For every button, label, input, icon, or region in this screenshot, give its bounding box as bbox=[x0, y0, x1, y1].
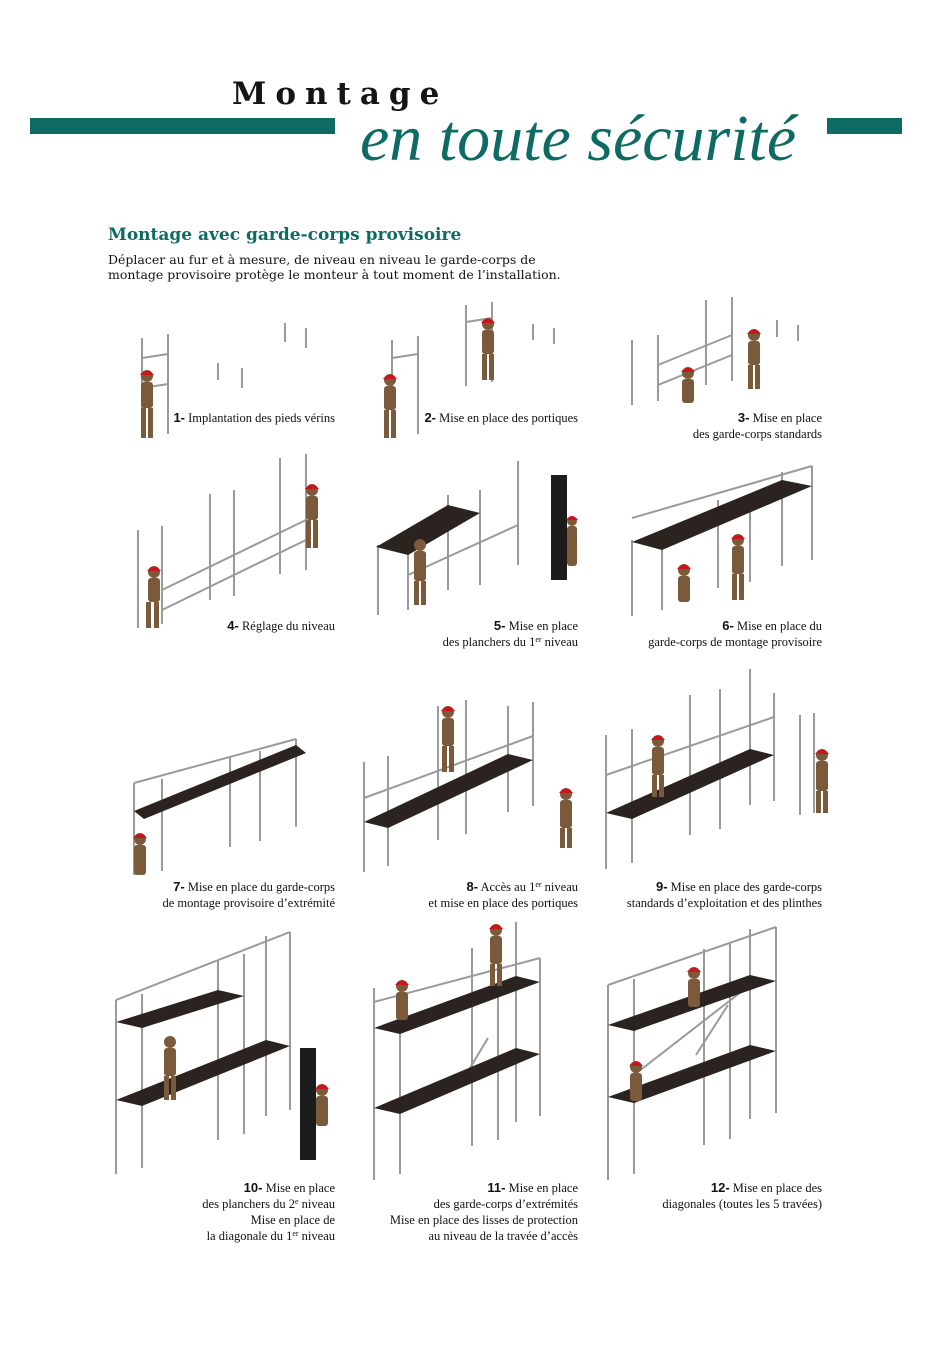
helmet-icon bbox=[651, 736, 665, 741]
plank-carried bbox=[300, 1048, 316, 1160]
helmet-icon bbox=[395, 981, 409, 986]
step-12-caption: 12- Mise en place des diagonales (toutes les 5 travées) bbox=[662, 1180, 822, 1211]
step-3 bbox=[622, 295, 822, 447]
step-10-caption: 10- Mise en place des planchers du 2e niveau Mise en place de la diagonale du 1er niveau bbox=[202, 1180, 335, 1243]
helmet-icon bbox=[687, 968, 701, 973]
plank bbox=[116, 990, 244, 1028]
plank bbox=[632, 480, 812, 550]
header-accent-bar-right bbox=[827, 118, 902, 134]
helmet-icon bbox=[383, 375, 397, 380]
helmet-icon bbox=[815, 750, 829, 755]
step-11-caption: 11- Mise en place des garde-corps d’extrémités Mise en place des lisses de protection au niveau de la travée d’accès bbox=[389, 1180, 578, 1243]
step-12-illustration bbox=[600, 925, 822, 1180]
step-5-illustration bbox=[368, 455, 578, 620]
worker-figure bbox=[141, 370, 153, 438]
section-heading: Montage avec garde-corps provisoire bbox=[108, 225, 462, 245]
step-9 bbox=[600, 665, 840, 915]
step-7-caption: 7- Mise en place du garde-corps de montage provisoire d’extrémité bbox=[162, 879, 335, 910]
helmet-icon bbox=[681, 368, 695, 373]
step-6 bbox=[622, 460, 822, 655]
title-montage: Montage bbox=[232, 76, 449, 112]
header-accent-bar-left bbox=[30, 118, 335, 134]
step-9-illustration bbox=[600, 665, 840, 870]
step-5-caption: 5- Mise en place des planchers du 1er niveau bbox=[442, 618, 578, 649]
helmet-icon bbox=[441, 707, 455, 712]
step-11-illustration bbox=[368, 918, 578, 1180]
helmet-icon bbox=[566, 516, 578, 520]
step-6-illustration bbox=[622, 460, 822, 618]
helmet-icon bbox=[559, 789, 573, 794]
plank-carried bbox=[551, 475, 567, 580]
step-1-illustration bbox=[110, 318, 335, 448]
step-4-caption: 4- Réglage du niveau bbox=[227, 618, 335, 633]
step-5 bbox=[368, 455, 578, 655]
worker-figure bbox=[652, 735, 828, 813]
worker-figure bbox=[134, 833, 146, 875]
step-6-caption: 6- Mise en place du garde-corps de montage provisoire bbox=[648, 618, 822, 649]
plank bbox=[376, 505, 480, 555]
section-intro: Déplacer au fur et à mesure, de niveau en niveau le garde-corps de montage provisoire protège le monteur à tout moment de l’installation. bbox=[108, 252, 561, 282]
step-8-caption: 8- Accès au 1er niveau et mise en place des portiques bbox=[428, 879, 578, 910]
step-4-illustration bbox=[110, 450, 335, 630]
helmet-icon bbox=[489, 925, 503, 930]
step-3-caption: 3- Mise en place des garde-corps standards bbox=[692, 410, 822, 441]
helmet-icon bbox=[629, 1062, 643, 1067]
step-11 bbox=[368, 918, 578, 1250]
helmet-icon bbox=[147, 567, 161, 572]
step-12 bbox=[600, 925, 822, 1215]
plank bbox=[134, 745, 306, 819]
helmet-icon bbox=[731, 535, 745, 540]
step-9-caption: 9- Mise en place des garde-corps standards d’exploitation et des plinthes bbox=[626, 879, 822, 910]
helmet-icon bbox=[133, 834, 147, 839]
helmet-icon bbox=[747, 330, 761, 335]
step-4 bbox=[110, 450, 335, 640]
step-1 bbox=[110, 318, 335, 448]
helmet-icon bbox=[315, 1085, 329, 1090]
helmet-icon bbox=[677, 565, 691, 570]
title-en-toute-securite: en toute sécurité bbox=[360, 102, 797, 175]
step-8-illustration bbox=[358, 692, 578, 874]
helmet-icon bbox=[305, 485, 319, 490]
step-10 bbox=[108, 930, 335, 1250]
step-2-caption: 2- Mise en place des portiques bbox=[424, 410, 578, 425]
step-10-illustration bbox=[108, 930, 335, 1175]
step-7 bbox=[110, 735, 335, 915]
step-8 bbox=[358, 692, 578, 915]
step-1-caption: 1- Implantation des pieds vérins bbox=[173, 410, 335, 425]
step-3-illustration bbox=[622, 295, 822, 405]
step-7-illustration bbox=[110, 735, 335, 875]
step-2 bbox=[368, 300, 578, 448]
